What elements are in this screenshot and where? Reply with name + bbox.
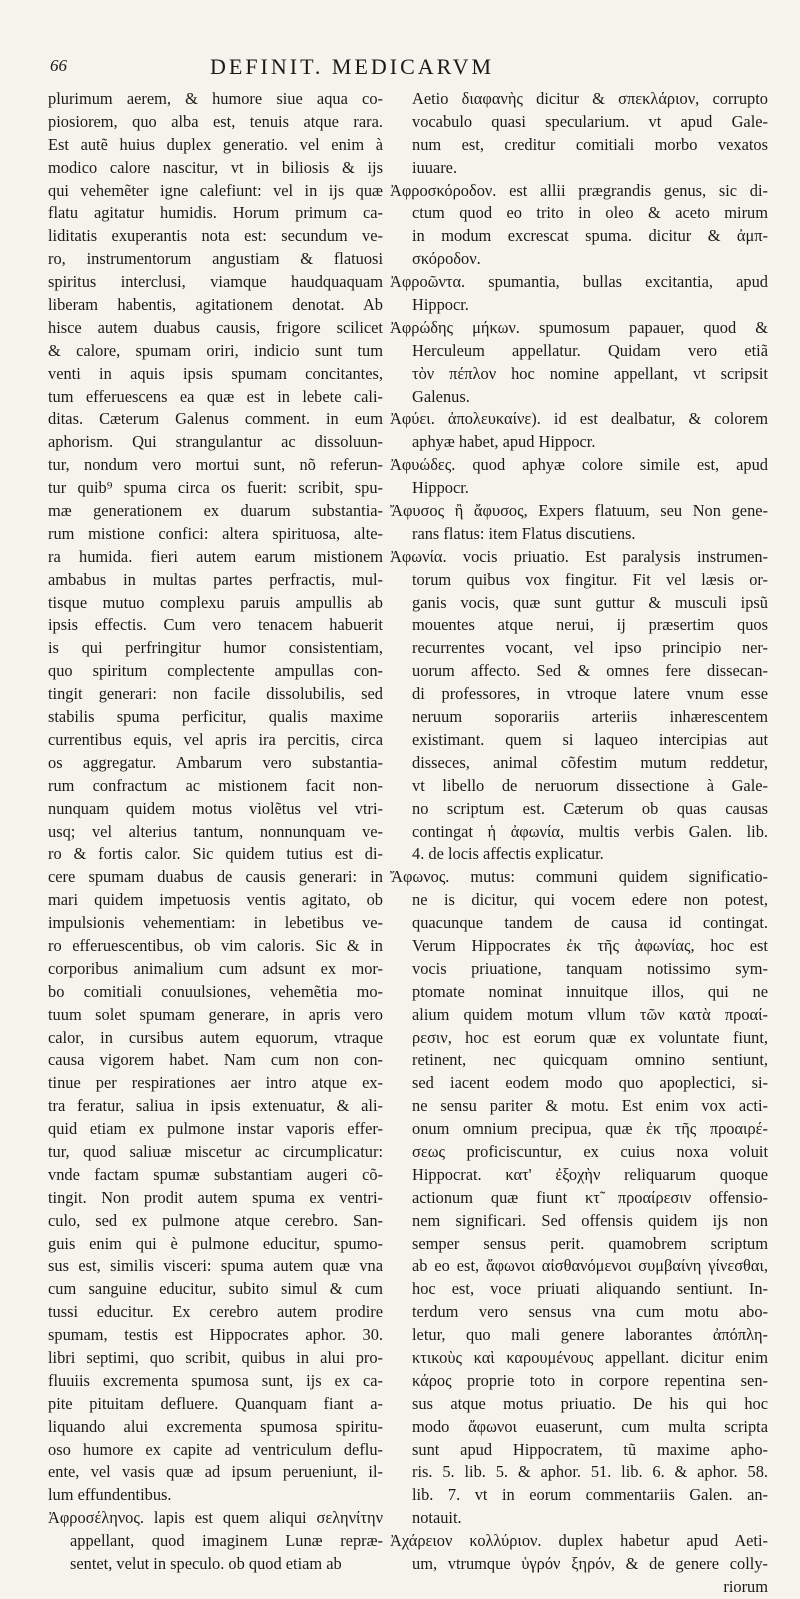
text-line: vt libello de neruorum dissectione à Gale- <box>412 775 768 795</box>
running-head: DEFINIT. MEDICARVM <box>210 54 495 79</box>
text-line: rum confractum ac mistionem facit non- <box>48 775 383 795</box>
text-line: vnde factam spumæ substantiam augeri cõ- <box>48 1164 383 1184</box>
text-line: Hippocr. <box>412 295 469 315</box>
text-line: nem significari. Sed offensis quidem ijs non <box>412 1210 768 1230</box>
text-line: sed iacent eodem modo quo apoplectici, si- <box>412 1073 768 1093</box>
text-line: num est, creditur comitiali morbo vexatos <box>412 134 768 154</box>
text-line: alium quidem motum vllum τῶν κατὰ προαί- <box>412 1004 768 1024</box>
text-line: neruum soporariis arteriis inhærescentem <box>412 707 768 727</box>
text-line: is qui perfringitur humor consistentiam, <box>48 638 383 658</box>
text-line: ambabus in multas partes perfractis, mul- <box>48 569 383 589</box>
text-line: Ἀφροσέληνος. lapis est quem aliqui σεληνίτην <box>48 1508 383 1528</box>
text-line: hisce autem duabus causis, frigore scilicet <box>48 317 383 337</box>
text-line: uorum affecto. Sed & omnes fere dissecan- <box>412 661 768 681</box>
text-line: tum efferuescens ea quæ est in lebete cali- <box>48 386 383 406</box>
text-line: tur quib⁹ spuma circa os fuerit: scribit, spu- <box>48 478 383 498</box>
text-line: aphyæ habet, apud Hippocr. <box>412 432 596 452</box>
text-line: vocis priuatione, tanquam notissimo sym- <box>412 958 768 978</box>
text-line: tur, nondum vero mortui sunt, nõ referun- <box>48 455 383 475</box>
text-line: ro efferuescentibus, ob vim caloris. Sic & in <box>48 935 383 955</box>
text-line: actionum quæ fiunt κτ̃ προαίρεσιν offensio- <box>412 1187 768 1207</box>
text-line: sunt apud Hippocratem, tũ maxime apho- <box>412 1439 768 1459</box>
text-line: existimant. quem si laqueo intercipias aut <box>412 729 768 749</box>
text-line: Ἀφρώδης μήκων. spumosum papauer, quod & <box>390 317 768 337</box>
text-line: torum quibus vox fingitur. Fit vel læsis or- <box>412 569 768 589</box>
text-line: di professores, in vtroque latere vnum esse <box>412 684 768 704</box>
text-line: Est autẽ huius duplex generatio. vel enim à <box>48 134 383 154</box>
text-line: rum mistione confici: altera spirituosa, alte- <box>48 523 383 543</box>
text-line: sus atque motus priuatio. De his qui hoc <box>412 1393 768 1413</box>
text-line: nunquam quidem motus violẽtus vel vtri- <box>48 798 383 818</box>
text-line: tuum solet spumam generare, in apris vero <box>48 1004 383 1024</box>
text-line: Aetio διαφανὴς dicitur & σπεκλάριον, corrupto <box>412 89 768 108</box>
text-line: ab eo est, ἄφωνοι αἰσθανόμενοι συμβαίνη γίνεσθαι, <box>412 1256 768 1276</box>
text-line: riorum <box>723 1576 768 1596</box>
text-line: fluuiis excrementa spumosa sunt, ijs ex ca- <box>48 1370 383 1390</box>
right-column <box>390 88 768 1599</box>
text-line: no scriptum est. Cæterum ob quas causas <box>412 798 768 818</box>
text-line: liberam habentis, agitationem denotat. Ab <box>48 295 383 315</box>
text-line: Ἀφροσκόροδον. est allii prægrandis genus, sic di- <box>390 180 768 200</box>
text-line: contingat ἡ ἀφωνία, multis verbis Galen. lib. <box>412 821 768 841</box>
text-line: libri septimi, quo scribit, quibus in alui pro- <box>48 1347 383 1367</box>
text-line: plurimum aerem, & humore siue aqua co- <box>48 89 383 108</box>
text-line: hoc est, voce priuati aliquando sentiunt. In- <box>412 1279 768 1299</box>
text-line: in modum excrescat spuma. dicitur & ἀμπ- <box>412 226 768 246</box>
text-line: pite pituitam defluere. Quanquam fiant a- <box>48 1393 383 1413</box>
text-line: Ἀφροῶντα. spumantia, bullas excitantia, apud <box>390 272 768 292</box>
text-line: ctum quod eo trito in oleo & aceto mirum <box>412 203 768 223</box>
text-line: ipsis effectis. Cum vero tenacem habuerit <box>48 615 383 635</box>
text-line: tur, quod saliuæ miscetur ac circumplicatur: <box>48 1141 383 1161</box>
text-line: vocabulo quasi specularium. vt apud Gale- <box>412 111 768 131</box>
text-line: Ἄφυσος ἢ ἄφυσος, Expers flatuum, seu Non gene- <box>390 501 768 521</box>
text-line: modico calore nascitur, vt in biliosis & ijs <box>48 157 383 177</box>
text-line: Hippocrat. κατ' ἐξοχὴν reliquarum quoque <box>412 1164 768 1184</box>
left-column <box>48 88 383 1576</box>
text-line: ptomate nominat innuitque illos, qui ne <box>412 981 768 1001</box>
text-line: um, vtrumque ὑγρόν ξηρόν, & de genere colly- <box>412 1554 768 1573</box>
text-line: appellant, quod imaginem Lunæ repræ- <box>70 1531 383 1551</box>
text-line: Galenus. <box>412 386 470 406</box>
text-line: liquando alui excrementa spumosa spiritu- <box>48 1416 383 1436</box>
text-line: rans flatus: item Flatus discutiens. <box>412 523 636 543</box>
text-line: guis enim qui è pulmone educitur, spumo- <box>48 1233 383 1253</box>
text-line: τὸν πέπλον hoc nomine appellant, vt scripsit <box>412 363 768 383</box>
text-line: ne sensu pariter & motu. Est enim vox acti- <box>412 1096 768 1116</box>
text-line: disseces, animal cõfestim mutum reddetur, <box>412 752 768 772</box>
text-line: spumam, testis est Hippocrates aphor. 30. <box>48 1325 383 1345</box>
page-header <box>50 56 770 86</box>
text-line: mouentes atque nerui, ij præsertim quos <box>412 615 768 635</box>
text-line: ρεσιν, hoc est eorum quæ ex voluntate fiunt, <box>412 1027 768 1047</box>
text-line: σεως proficiscuntur, ex cuius noxa voluit <box>412 1141 768 1161</box>
text-line: ro, instrumentorum angustiam & flatuosi <box>48 249 383 269</box>
text-line: onum omnium precipua, quæ ἐκ τῆς προαιρέ- <box>412 1119 768 1139</box>
text-line: cere spumam duabus de causis generari: in <box>48 867 383 887</box>
text-line: quo spiritum complectente ampullas con- <box>48 661 383 681</box>
text-line: cum sanguine educitur, subito simul & cum <box>48 1279 383 1299</box>
text-line: oso humore ex capite ad ventriculum deflu- <box>48 1439 383 1459</box>
text-line: Ἀφύει. ἀπολευκαίνε). id est dealbatur, & colorem <box>390 409 768 429</box>
text-line: κτικοὺς καὶ καρουμένους appellant. dicitur enim <box>412 1347 768 1367</box>
text-line: tingit. Non prodit autem spuma ex ventri- <box>48 1187 383 1207</box>
text-line: retinent, nec quicquam omnino sentiunt, <box>412 1050 768 1070</box>
text-line: Hippocr. <box>412 478 469 498</box>
text-line: liditatis exuperantis nota est: secundum ve- <box>48 226 383 246</box>
text-line: letur, quo mali genere laborantes ἀπόπλη- <box>412 1325 768 1345</box>
text-line: Ἀχάρειον κολλύριον. duplex habetur apud Aeti- <box>390 1531 768 1551</box>
text-line: semper sensus perit. quamobrem scriptum <box>412 1233 768 1253</box>
text-line: tinue per respirationes aer intro atque ex- <box>48 1073 383 1093</box>
text-line: calor, in cursibus autem equorum, vtraque <box>48 1027 383 1047</box>
text-line: Ἄφωνος. mutus: communi quidem significatio- <box>390 867 768 887</box>
text-line: sentet, velut in speculo. ob quod etiam ab <box>70 1554 342 1573</box>
text-line: ro & fortis calor. Sic quidem tutius est di- <box>48 844 383 864</box>
text-line: Ἀφωνία. vocis priuatio. Est paralysis instrumen- <box>390 546 768 566</box>
text-line: κάρος proprie toto in corpore repentina sen- <box>412 1370 768 1390</box>
text-line: os aggregatur. Ambarum vero substantia- <box>48 752 383 772</box>
text-line: tra feratur, saliua in ipsis extenuatur, & ali- <box>48 1096 383 1116</box>
text-line: corporibus animalium cum adsunt ex mor- <box>48 958 383 978</box>
text-line: recurrentes vocant, vel ipso principio ner- <box>412 638 768 658</box>
text-line: ra humida. fieri autem earum mistionem <box>48 546 383 566</box>
text-line: culo, sed ex pulmone atque cerebro. San- <box>48 1210 383 1230</box>
text-line: σκόροδον. <box>412 249 481 269</box>
text-line: notauit. <box>412 1508 462 1528</box>
text-line: ganis vocis, quæ sunt guttur & musculi ipsũ <box>412 592 768 612</box>
page-number: 66 <box>50 56 67 75</box>
text-line: venti in aquis ipsis spumam concitantes, <box>48 363 383 383</box>
text-line: spiritus interclusi, viamque haudquaquam <box>48 272 383 292</box>
text-line: qui vehemẽter igne calefiunt: vel in ijs quæ <box>48 180 383 200</box>
text-line: aphorism. Qui strangulantur ac dissoluun- <box>48 432 383 452</box>
text-line: mari quidem impetuosis ventis agitato, ob <box>48 890 383 910</box>
text-line: Herculeum appellatur. Quidam vero etiã <box>412 340 768 360</box>
text-line: flatu agitatur humidis. Horum primum ca- <box>48 203 383 223</box>
text-line: currentibus equis, vel apris ira percitis, circa <box>48 729 383 749</box>
text-line: sus est, similis visceri: spuma autem quæ vna <box>48 1256 383 1276</box>
text-line: quacunque tandem de causa id contingat. <box>412 913 768 933</box>
text-line: tingit generari: non facile dissolubilis, sed <box>48 684 383 704</box>
text-line: tussi educitur. Ex cerebro autem prodire <box>48 1302 383 1322</box>
text-line: impulsionis vehementiam: in lebetibus ve- <box>48 913 383 933</box>
text-line: 4. de locis affectis explicatur. <box>412 844 604 864</box>
text-line: lum effundentibus. <box>48 1485 172 1505</box>
text-line: tisque mutuo complexu paruis ampullis ab <box>48 592 383 612</box>
text-line: & calore, spumam oriri, indicio sunt tum <box>48 340 383 360</box>
text-line: usq; vel alterius tantum, nonnunquam ve- <box>48 821 383 841</box>
text-line: ente, vel vasis quæ ad ipsum perueniunt, il- <box>48 1462 383 1482</box>
text-line: causa vigorem habet. Nam cum non con- <box>48 1050 383 1070</box>
text-line: ditas. Cæterum Galenus comment. in eum <box>48 409 383 429</box>
text-line: quid etiam ex pulmone instar vaporis effer- <box>48 1119 383 1139</box>
text-line: piosiorem, quo alba est, tenuis atque rara. <box>48 111 383 131</box>
text-line: bo comitiali conuulsiones, vehemẽtia mo- <box>48 981 383 1001</box>
text-line: modo ἄφωνοι euaserunt, cum multa scripta <box>412 1416 768 1436</box>
text-line: Verum Hippocrates ἐκ τῆς ἀφωνίας, hoc est <box>412 935 768 955</box>
text-line: Ἀφυώδες. quod aphyæ colore simile est, apud <box>390 455 768 475</box>
text-line: stabilis spuma perficitur, qualis maxime <box>48 707 383 727</box>
text-line: terdum vero sensus vna cum motu abo- <box>412 1302 768 1322</box>
text-line: iuuare. <box>412 157 458 177</box>
text-line: lib. 7. vt in eorum commentariis Galen. an- <box>412 1485 768 1505</box>
text-line: ne is dicitur, qui vocem edere non potest, <box>412 890 768 910</box>
text-line: mæ generationem ex duarum substantia- <box>48 501 383 521</box>
text-line: ris. 5. lib. 5. & aphor. 51. lib. 6. & aphor. 58. <box>412 1462 768 1482</box>
